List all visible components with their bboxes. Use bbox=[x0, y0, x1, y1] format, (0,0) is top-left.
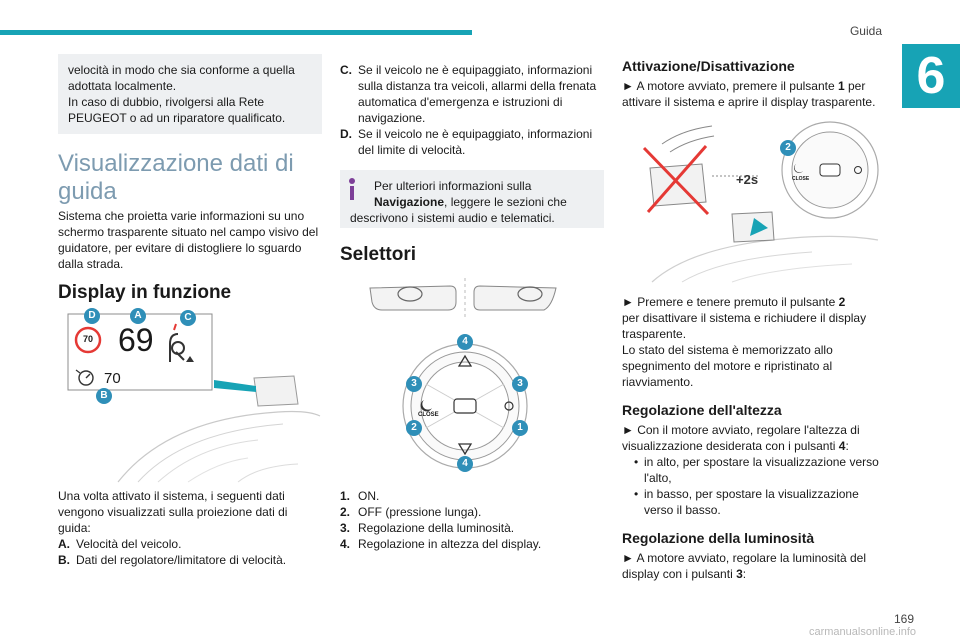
intro-line: Sistema che proietta varie informazioni su uno bbox=[58, 209, 305, 223]
close-label: CLOSE bbox=[792, 176, 810, 182]
info-line: descrivono i sistemi audio e telematici. bbox=[350, 211, 555, 225]
heading-brightness: Regolazione della luminosità bbox=[622, 530, 815, 546]
note-line: PEUGEOT o ad un riparatore qualificato. bbox=[68, 111, 286, 125]
deactivation-paragraph bbox=[622, 294, 892, 390]
badge-3-left: 3 bbox=[411, 378, 417, 389]
list-item: B. Dati del regolatore/limitatore di velocità. bbox=[58, 553, 287, 567]
deactivation-line: Lo stato del sistema è memorizzato allo bbox=[622, 343, 833, 357]
after-paragraph bbox=[58, 488, 328, 568]
items-c-d bbox=[340, 62, 610, 158]
bullet-item: • in basso, per spostare la visualizzazione verso il basso. bbox=[634, 486, 902, 518]
heading-selectors: Selettori bbox=[340, 244, 417, 265]
info-line: Per ulteriori informazioni sulla bbox=[374, 179, 532, 193]
height-line: ► Con il motore avviato, regolare l'altezza di bbox=[622, 423, 860, 437]
close-label: CLOSE bbox=[418, 412, 439, 418]
page-title-line: guida bbox=[58, 178, 117, 205]
bullet-item: • in alto, per spostare la visualizzazione verso l'alto, bbox=[634, 454, 902, 486]
note-line: In caso di dubbio, rivolgersi alla Rete bbox=[68, 95, 265, 109]
info-box bbox=[340, 170, 604, 228]
deactivation-line: riavviamento. bbox=[622, 375, 694, 389]
note-line: adottata localmente. bbox=[68, 79, 177, 93]
after-line: vengono visualizzati sulla proiezione dati di bbox=[58, 505, 288, 519]
intro-line: guidatore, per evitare di distogliere lo sguardo bbox=[58, 241, 302, 255]
after-line: Una volta attivato il sistema, i seguenti dati bbox=[58, 489, 285, 503]
label-c: C bbox=[184, 312, 192, 323]
list-item: 2. OFF (pressione lunga). bbox=[340, 505, 482, 519]
label-b: B bbox=[100, 390, 108, 401]
info-icon bbox=[348, 178, 356, 200]
page-number: 169 bbox=[893, 612, 914, 626]
badge-4-bottom: 4 bbox=[462, 458, 468, 469]
label-d: D bbox=[88, 310, 96, 321]
activation-line: ► A motore avviato, premere il pulsante 1 per bbox=[622, 79, 866, 93]
after-line: guida: bbox=[58, 521, 91, 535]
label-a: A bbox=[134, 310, 142, 321]
intro-line: dalla strada. bbox=[58, 257, 124, 271]
deactivation-line: spegnimento del motore e ripristinato al bbox=[622, 359, 833, 373]
heading-activation: Attivazione/Disattivazione bbox=[622, 58, 795, 74]
activation-line: attivare il sistema e aprire il display trasparente. bbox=[622, 95, 876, 109]
height-line: visualizzazione desiderata con i pulsanti 4: bbox=[622, 439, 849, 453]
badge-1: 1 bbox=[517, 422, 523, 433]
badge-2: 2 bbox=[785, 142, 791, 153]
badge-3-right: 3 bbox=[517, 378, 523, 389]
list-item-d: D. Se il veicolo ne è equipaggiato, informazioni del limite di velocità. bbox=[340, 127, 593, 157]
activation-paragraph bbox=[622, 78, 892, 110]
badge-4-top: 4 bbox=[462, 336, 468, 347]
section-title: Guida bbox=[849, 24, 882, 38]
hold-duration: +2s bbox=[736, 172, 759, 187]
hud-figure bbox=[58, 304, 322, 484]
watermark: carmanualsonline.info bbox=[808, 626, 916, 638]
note-line: velocità in modo che sia conforme a quella bbox=[68, 63, 295, 77]
badge-2: 2 bbox=[411, 422, 417, 433]
intro-paragraph bbox=[58, 208, 328, 272]
brightness-line: ► A motore avviato, regolare la luminosità del bbox=[622, 551, 867, 565]
header-accent-bar bbox=[0, 30, 472, 35]
deactivation-line: ► Premere e tenere premuto il pulsante 2 bbox=[622, 295, 846, 309]
info-bold-link: Navigazione bbox=[374, 195, 445, 209]
list-item: 3. Regolazione della luminosità. bbox=[340, 521, 515, 535]
list-item-c: C. Se il veicolo ne è equipaggiato, informazioni sulla distanza tra veicoli, allarmi della frenata automatica d'emergenza e istruzioni di navigazione. bbox=[340, 63, 597, 125]
info-line: Navigazione, leggere le sezioni che bbox=[374, 195, 567, 209]
list-item: 1. ON. bbox=[340, 489, 380, 503]
chapter-number: 6 bbox=[902, 44, 960, 108]
activation-figure bbox=[622, 118, 880, 284]
page-title-line: Visualizzazione dati di bbox=[58, 150, 294, 177]
list-item: 4. Regolazione in altezza del display. bbox=[340, 537, 542, 551]
deactivation-line: trasparente. bbox=[622, 327, 687, 341]
intro-line: schermo trasparente situato nel campo visivo del bbox=[58, 225, 319, 239]
title-block bbox=[58, 150, 328, 206]
selector-figure bbox=[360, 278, 570, 476]
height-paragraph bbox=[622, 422, 902, 518]
brightness-line: display con i pulsanti 3: bbox=[622, 567, 747, 581]
note-box bbox=[58, 54, 322, 134]
cruise-speed-value: 70 bbox=[104, 370, 121, 387]
deactivation-line: per disattivare il sistema e richiudere il display bbox=[622, 311, 867, 325]
heading-height: Regolazione dell'altezza bbox=[622, 402, 782, 418]
list-item: A. Velocità del veicolo. bbox=[58, 537, 182, 551]
brightness-paragraph bbox=[622, 550, 902, 582]
speed-limit-value: 70 bbox=[82, 334, 93, 344]
heading-display: Display in funzione bbox=[58, 282, 232, 303]
speed-value: 69 bbox=[118, 322, 154, 358]
selector-list bbox=[340, 488, 610, 552]
